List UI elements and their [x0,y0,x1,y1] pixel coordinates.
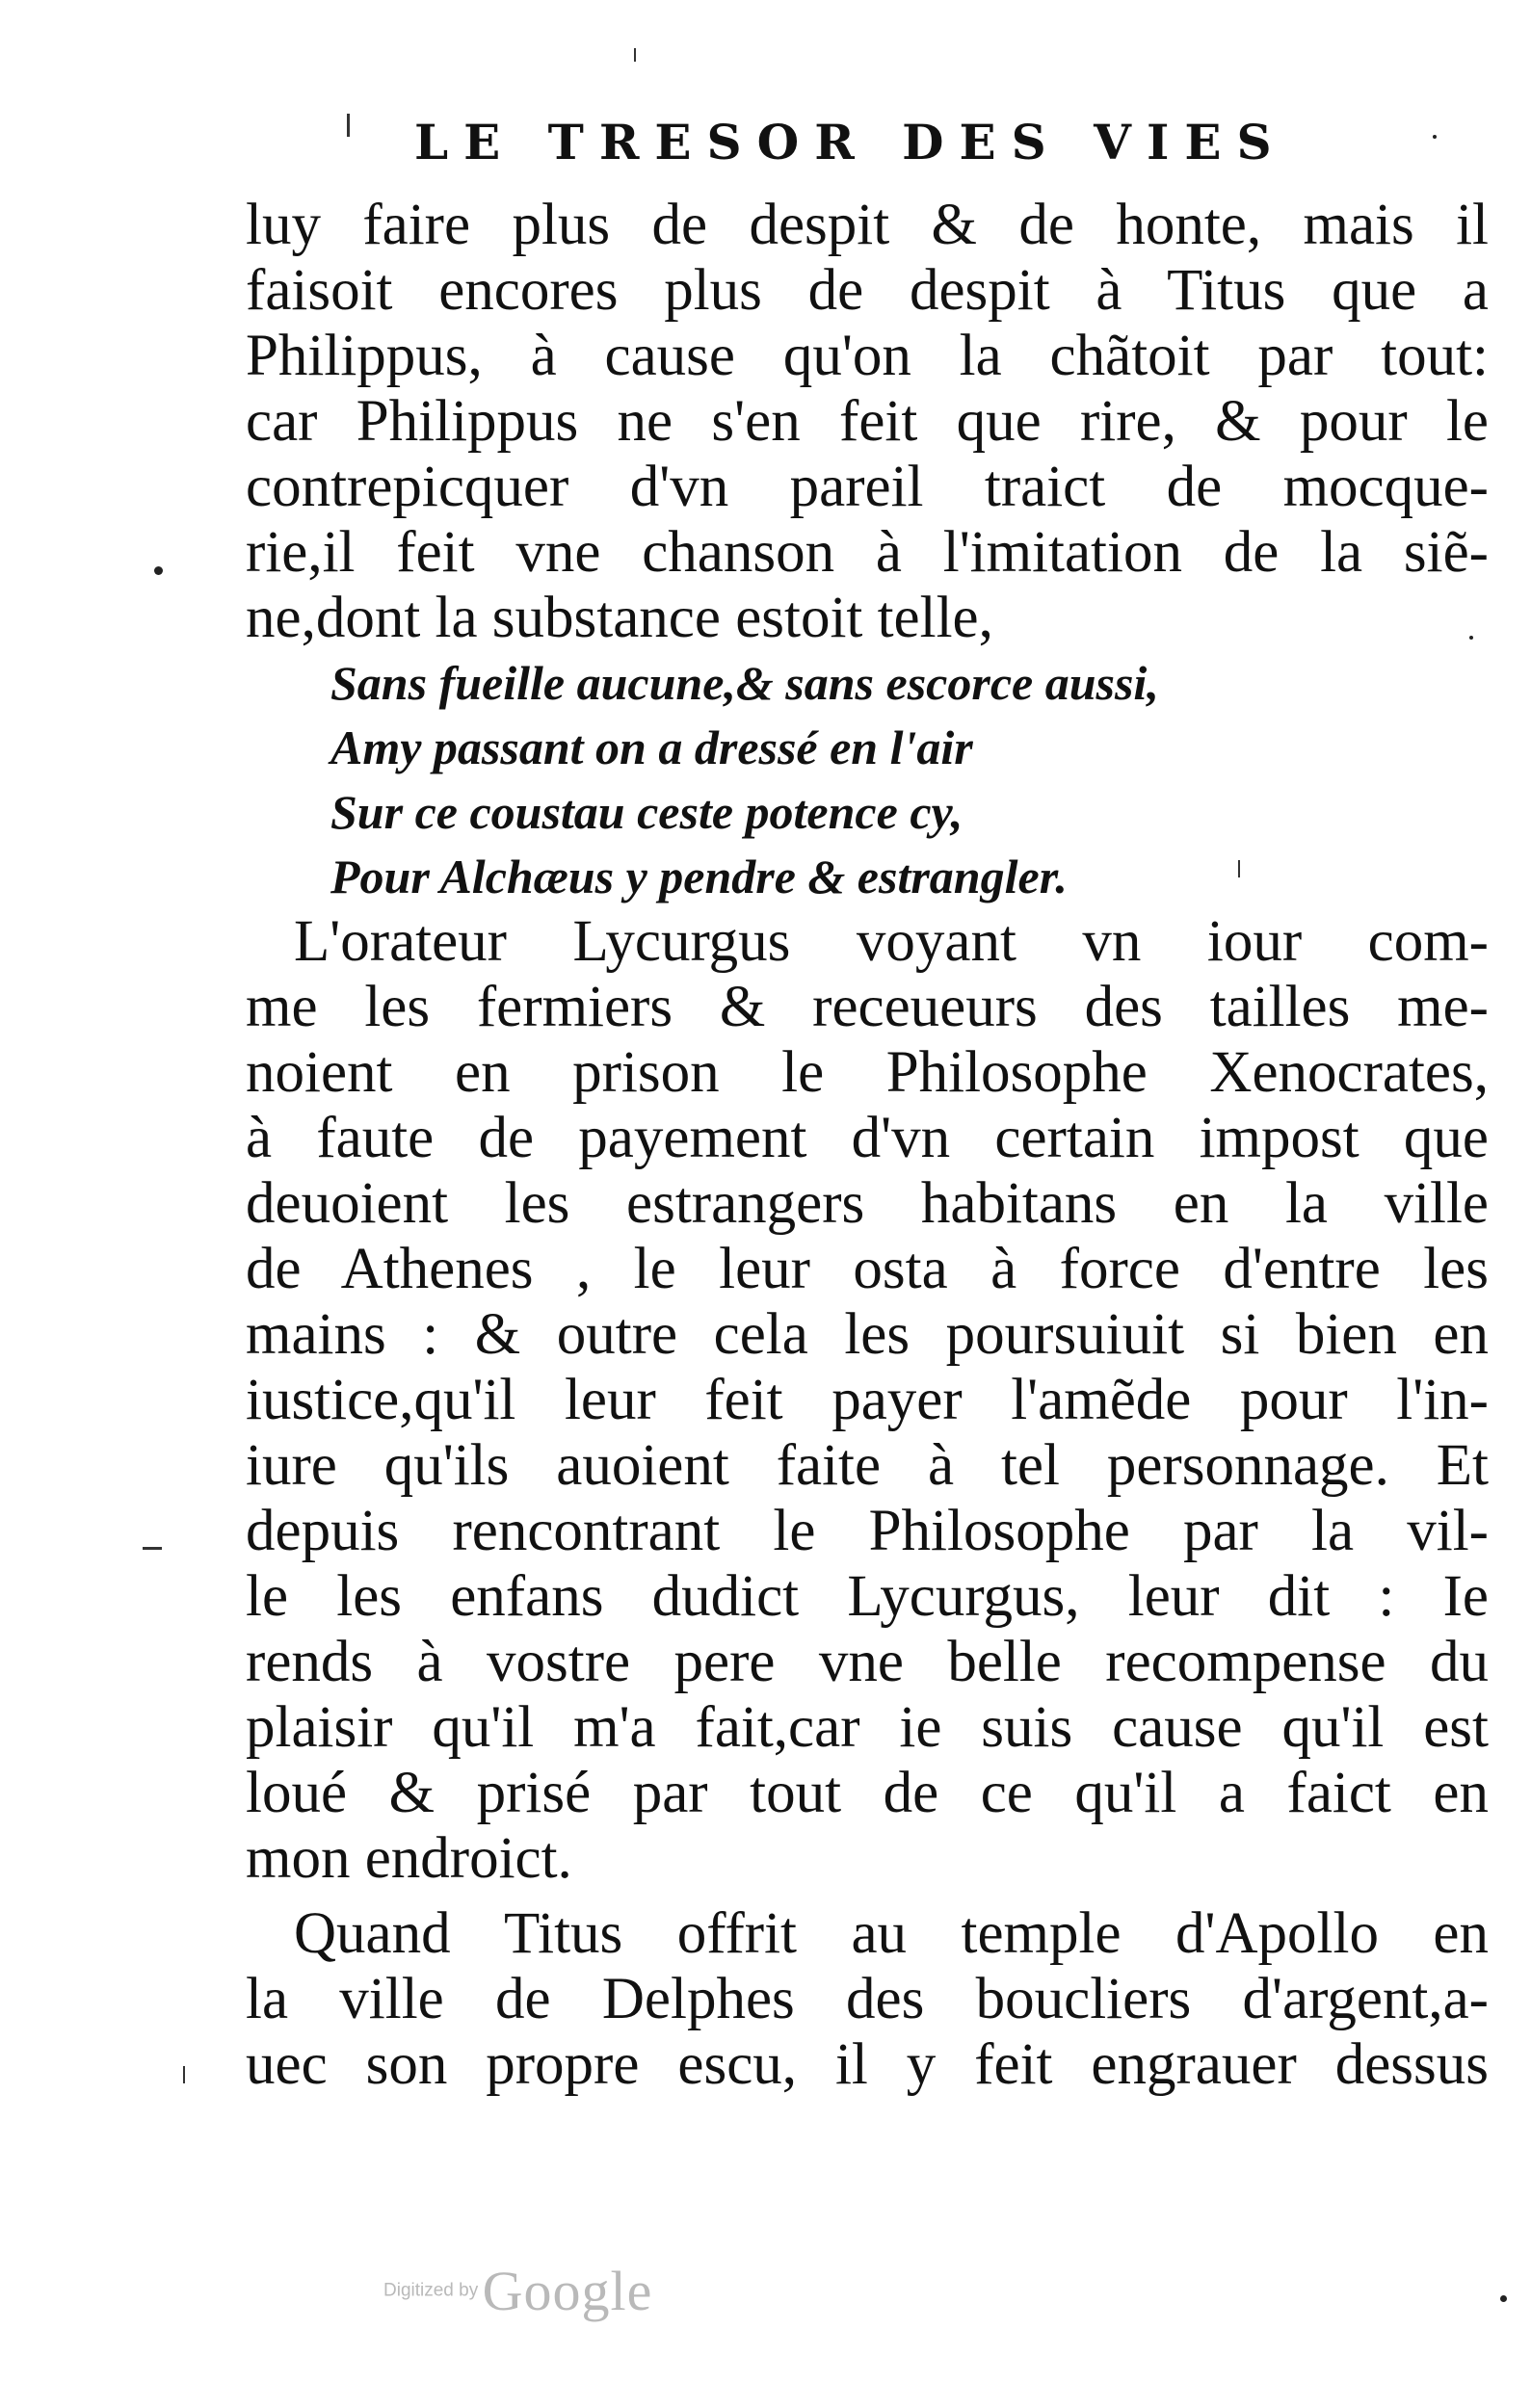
text-line: loué & prisé par tout de ce qu'il a faict en [246,1761,1489,1825]
text-line: rends à vostre pere vne belle recompense du [246,1630,1489,1694]
verse-line: Sans fueille aucune,& sans escorce aussi, [330,656,1159,710]
text-line: le les enfans dudict Lycurgus, leur dit : Ie [246,1564,1489,1629]
google-logo: Google [482,2260,653,2322]
text-line: mains : & outre cela les poursuiuit si bien en [246,1302,1489,1367]
scan-mark [143,1547,162,1550]
scan-speck [1469,636,1473,640]
text-line: noient en prison le Philosophe Xenocrates, [246,1040,1489,1105]
text-line: iustice,qu'il leur feit payer l'amẽde pour l'in- [246,1368,1489,1432]
body-text [246,193,1489,2098]
text-line: uec son propre escu, il y feit engrauer dessus [246,2032,1489,2097]
verse-block [246,651,1489,909]
google-watermark [383,2259,652,2323]
scan-mark [183,2066,185,2083]
scan-speck [1500,2295,1507,2302]
text-line: de Athenes , le leur osta à force d'entre les [246,1237,1489,1301]
paragraph-lycurgus [246,909,1489,1892]
text-line: Philippus, à cause qu'on la chãtoit par tout: [246,324,1489,388]
verse-line: Pour Alchæus y pendre & estrangler. [330,850,1068,903]
text-line: ne,dont la substance estoit telle, [246,586,993,650]
verse-line: Amy passant on a dressé en l'air [330,720,973,774]
text-line: à faute de payement d'vn certain impost que [246,1106,1489,1170]
text-line: mon endroict. [246,1826,572,1891]
text-line: Quand Titus offrit au temple d'Apollo en [294,1901,1489,1966]
paragraph-gap [246,1892,1489,1901]
text-line: luy faire plus de despit & de honte, mais il [246,193,1489,257]
scan-speck [1433,135,1437,139]
text-line: la ville de Delphes des boucliers d'argent,a- [246,1967,1489,2031]
scan-mark [634,48,636,62]
scan-mark [1238,860,1240,877]
text-line: rie,il feit vne chanson à l'imitation de la siẽ- [246,520,1489,585]
verse-line: Sur ce coustau ceste potence cy, [330,785,963,839]
text-line: plaisir qu'il m'a fait,car ie suis cause qu'il est [246,1695,1489,1760]
text-line: contrepicquer d'vn pareil traict de mocque- [246,455,1489,519]
text-line: me les fermiers & receueurs des tailles me- [246,975,1489,1039]
watermark-prefix: Digitized by [383,2280,479,2301]
paragraph-titus [246,1901,1489,2098]
scan-speck [154,566,163,575]
text-line: depuis rencontrant le Philosophe par la vil- [246,1499,1489,1563]
text-line: car Philippus ne s'en feit que rire, & pour le [246,389,1489,454]
text-line: deuoient les estrangers habitans en la ville [246,1171,1489,1236]
text-line: faisoit encores plus de despit à Titus que a [246,258,1489,323]
text-line: L'orateur Lycurgus voyant vn iour com- [294,909,1489,974]
text-line: iure qu'ils auoient faite à tel personnage. Et [246,1433,1489,1498]
running-head: LE TRESOR DES VIES [414,114,1287,170]
scan-mark [347,114,350,137]
